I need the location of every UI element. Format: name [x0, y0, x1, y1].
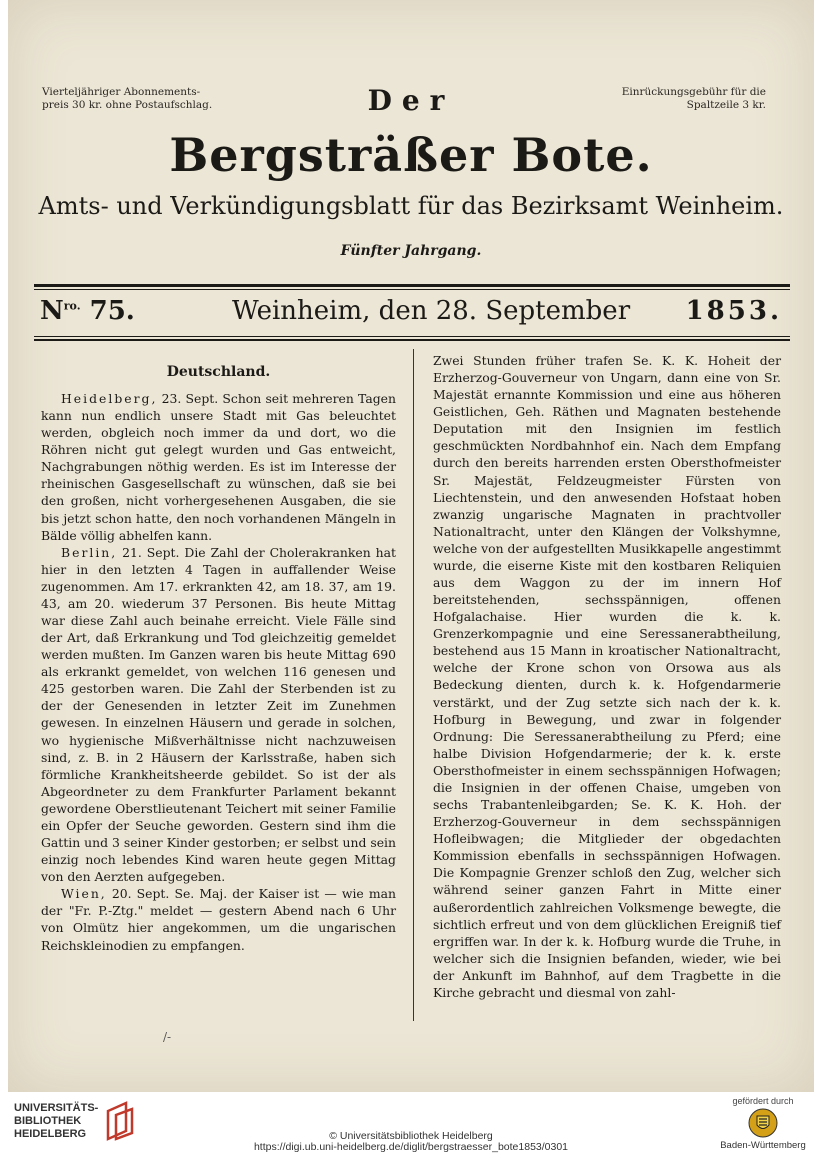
- subscription-note: Vierteljähriger Abonnements- preis 30 kr. ohne Postaufschlag.: [42, 86, 213, 111]
- issue-number: $N^{ro.}$ 75.: [40, 296, 135, 326]
- issue-year: 1853.: [685, 296, 782, 326]
- dateline: [34, 296, 790, 332]
- section-title: Deutschland.: [166, 364, 271, 380]
- funder-name: Baden-Württemberg: [720, 1140, 806, 1151]
- newspaper-page: [8, 0, 814, 1092]
- bottom-rule-thin: [34, 336, 790, 337]
- state-coat-of-arms-icon: [748, 1108, 778, 1138]
- funder-badge[interactable]: [718, 1096, 808, 1151]
- article-wien: Wien, 20. Sept. Se. Maj. der Kaiser ist — wie man der "Fr. P.-Ztg." meldet — gestern Abend nach 6 Uhr von Olmütz hier angekommen, um die ungarischen Reichskleinodien zu empfangen.: [41, 886, 396, 953]
- masthead-article: Der: [367, 84, 455, 117]
- page-mark: /-: [163, 1030, 172, 1044]
- masthead-subtitle: Amts- und Verkündigungsblatt für das Bezirksamt Weinheim.: [38, 192, 784, 220]
- place-date: Weinheim, den 28. September: [232, 296, 631, 326]
- column-divider: [413, 349, 414, 1021]
- insertion-fee-note: Einrückungsgebühr für die Spaltzeile 3 kr.: [621, 86, 766, 111]
- library-name: UNIVERSITÄTS- BIBLIOTHEK HEIDELBERG: [14, 1101, 99, 1140]
- article-heidelberg: Heidelberg, 23. Sept. Schon seit mehreren Tagen kann nun endlich unsere Stadt mit Gas beleuchtet werden, obgleich noch immer da und dort, wo die Röhren nicht gut gelegt wurden und Gas entweicht, Nachgrabungen nöthig werden. Es ist im Interesse der rheinischen Gasgesellschaft zu wünschen, daß sie bei den großen, nicht vorhergesehenen Ausgaben, die sie bis jetzt schon hatte, den noch vorhandenen Mängeln in Bälde völlig abhelfen kann.: [41, 391, 396, 543]
- top-rule-thin: [34, 289, 790, 290]
- bottom-rule: [34, 339, 790, 341]
- copyright-line: © Universitätsbibliothek Heidelberg: [329, 1130, 493, 1142]
- article-wien-continued: Zwei Stunden früher trafen Se. K. K. Hoheit der Erzherzog-Gouverneur von Ungarn, dann eine von Sr. Majestät ernannte Kommission und eine aus höheren Geistlichen, Geh. Räthen und Magnaten bestehende Deputation mit den Insignien im festlich geschmückten Nordbahnhof ein. Nach dem Empfang durch den bereits harrenden ersten Obersthofmeister Sr. Majestät, Feldzeugmeister Fürsten von Liechtenstein, und den anwesenden Hofstaat hoben zwanzig ungarische Magnaten in prachtvoller Nationaltracht, unter den Klängen der Volkshymne, welche von der aufgestellten Musikkapelle angestimmt wurde, die eiserne Kiste mit den kostbaren Reliquien aus dem Waggon zu der im innern Hof bereitstehenden, sechsspännigen, offenen Hofgalachaise. Hier wurden die k. k. Grenzerkompagnie und eine Seressanerabtheilung, bestehend aus 15 Mann in kroatischer Nationaltracht, welche der Krone schon von Orsowa aus als Bedeckung dienten, durch k. k. Hofgendarmerie verstärkt, und der Zug setzte sich nach der k. k. Hofburg in Bewegung, und zwar in folgender Ordnung: Die Seressanerabtheilung zu Pferd; eine halbe Division Hofgendarmerie; der k. k. erste Obersthofmeister in einem sechsspännigen Hofwagen; die Insignien in der offenen Chaise, umgeben von sechs Trabantenleibgarden; Se. K. K. Hoh. der Erzherzog-Gouverneur in dem sechsspännigen Hofleibwagen; die Mitglieder der obgedachten Kommission ebenfalls in sechsspännigen Hofwagen. Die Kompagnie Grenzer schloß den Zug, welcher sich während seiner ganzen Fahrt in Mitte einer außerordentlich zahlreichen Volksmenge bewegte, die sichtlich erfreut und von dem glücklichen Ereigniß tief ergriffen war. In der k. k. Hofburg wurde die Truhe, in welcher sich die Insignien befanden, wieder, wie bei der Ankunft im Bahnhof, auf dem Tragbette in die Kirche gebracht und diesmal von zahl-: [433, 353, 781, 1000]
- left-column: [41, 352, 396, 954]
- top-rule: [34, 284, 790, 287]
- article-berlin: Berlin, 21. Sept. Die Zahl der Cholerakranken hat hier in den letzten 4 Tagen in auffallender Weise zugenommen. Am 17. erkrankten 42, am 18. 37, am 19. 43, am 20. wiederum 37 Personen. Bis heute Mittag war diese Zahl auch beinahe erreicht. Viele Fälle sind der Art, daß Erkrankung und Tod gleichzeitig gemeldet werden mußten. Im Ganzen waren bis heute Mittag 690 als erkrankt gemeldet, von welchen 116 genesen und 425 gestorben waren. Die Zahl der Sterbenden ist zu der der Genesenden in letzter Zeit im Zunehmen gewesen. In einzelnen Häusern und gerade in solchen, wo hygienische Mißverhältnisse nicht nachzuweisen sind, z. B. in 2 Häusern der Karlsstraße, haben sich förmliche Krankheitsheerde gebildet. So ist der als Abgeordneter zu dem Frankfurter Parlament bekannt gewordene Oberstlieutenant Teichert mit seiner Familie ein Opfer der Seuche geworden. Gestern sind ihm die Gattin und 3 seiner Kinder gestorben; er selbst und sein einzig noch lebendes Kind waren heute gegen Mittag von den Aerzten aufgegeben.: [41, 544, 396, 885]
- volume-line: Fünfter Jahrgang.: [340, 243, 482, 259]
- masthead-title: Bergsträßer Bote.: [169, 128, 653, 182]
- funded-by-label: gefördert durch: [732, 1096, 794, 1106]
- right-column: [433, 352, 781, 1001]
- source-url[interactable]: https://digi.ub.uni-heidelberg.de/diglit/bergstraesser_bote1853/0301: [253, 1141, 569, 1153]
